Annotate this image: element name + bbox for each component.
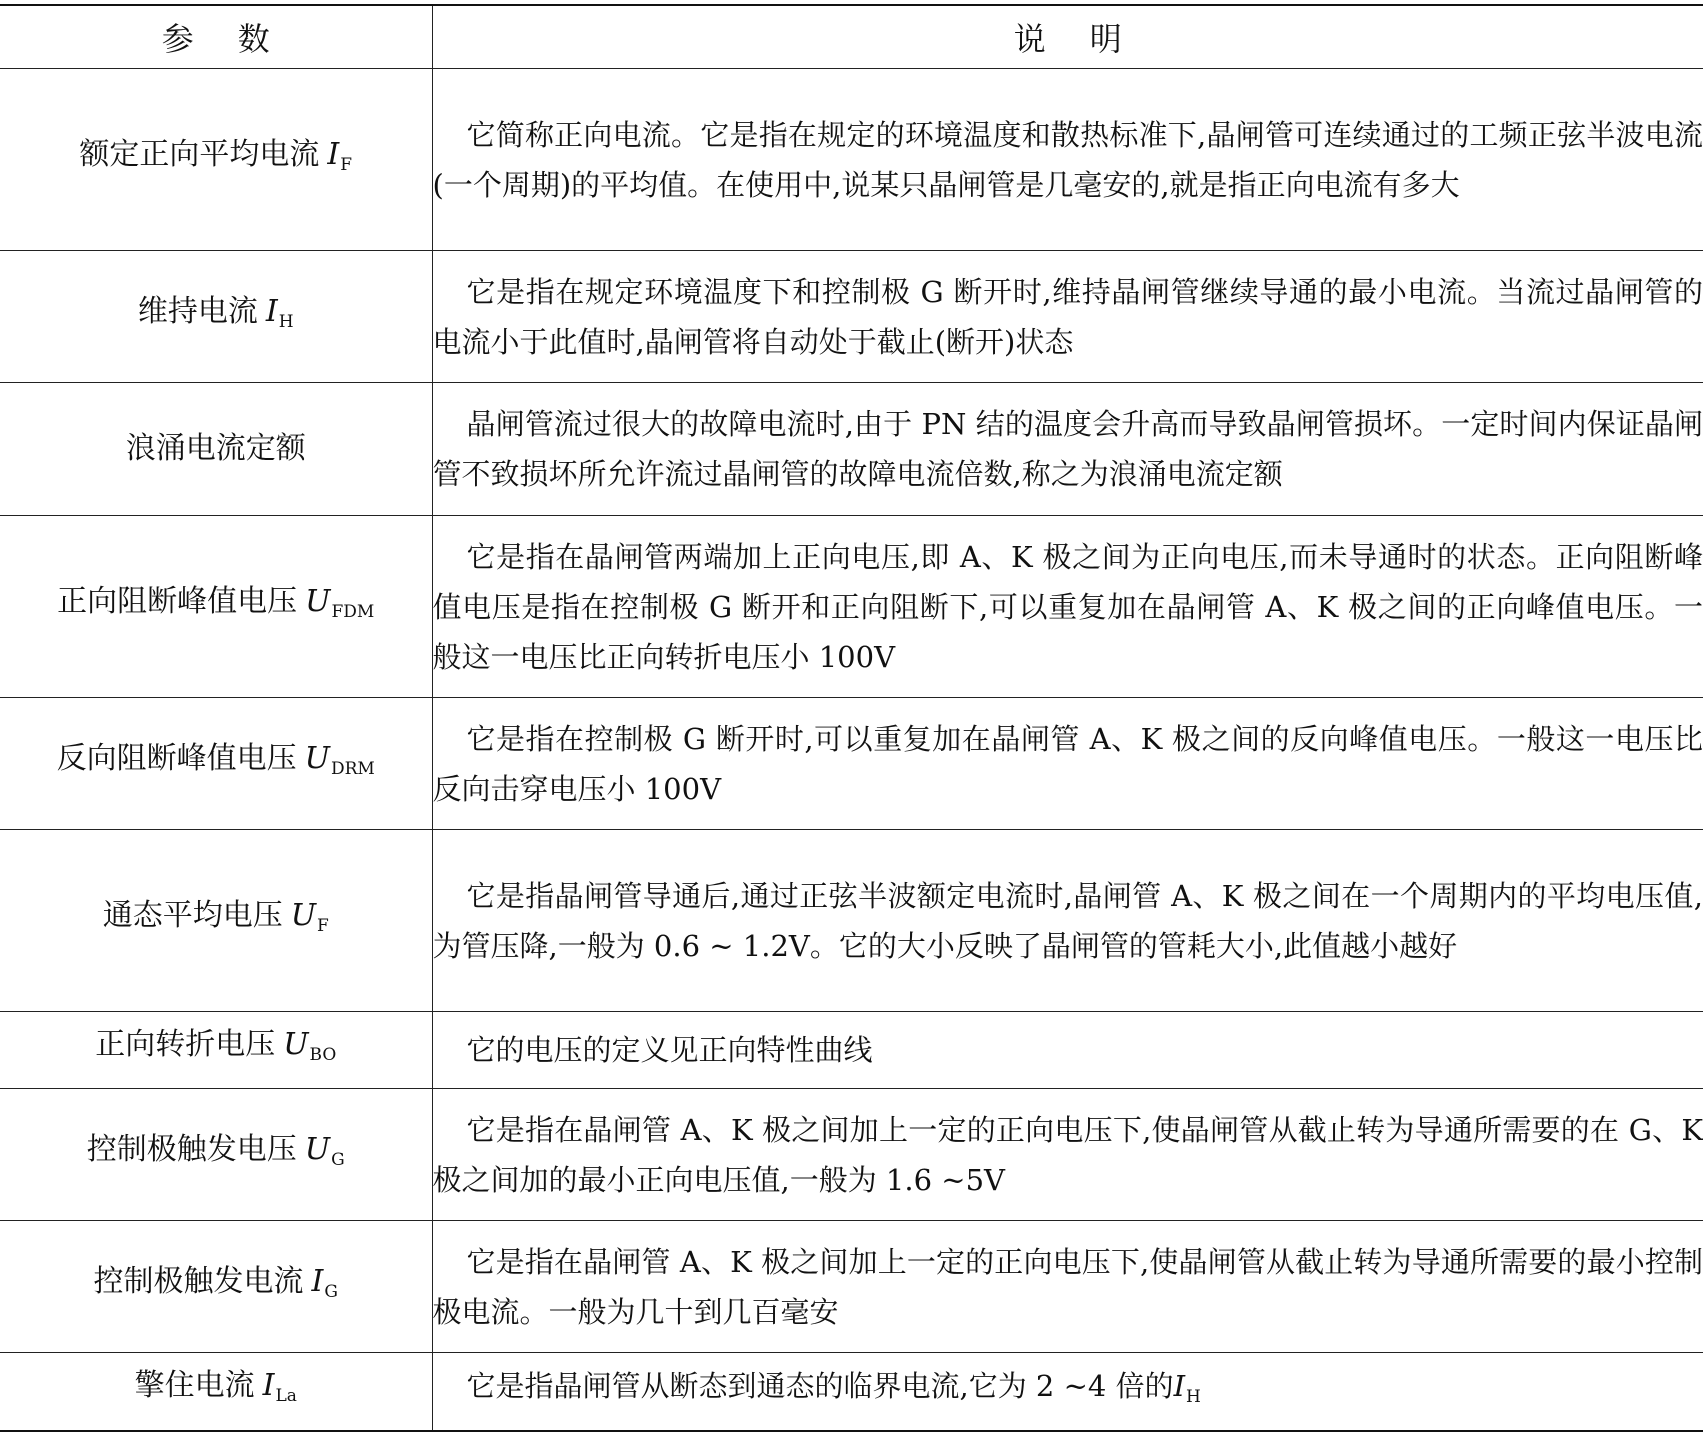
param-desc: 晶闸管流过很大的故障电流时,由于 PN 结的温度会升高而导致晶闸管损坏。一定时间内保证晶闸管不致损坏所允许流过晶闸管的故障电流倍数,称之为浪涌电流定额 [432, 383, 1703, 516]
param-name: 控制极触发电流 $I_G$ [0, 1221, 432, 1353]
table-row [0, 1089, 1703, 1221]
table-row [0, 1012, 1703, 1089]
table-header-row [0, 5, 1703, 69]
param-name: 通态平均电压 $U_F$ [0, 830, 432, 1012]
param-desc: 它是指在晶闸管 A、K 极之间加上一定的正向电压下,使晶闸管从截止转为导通所需要的最小控制极电流。一般为几十到几百毫安 [432, 1221, 1703, 1353]
param-name: 浪涌电流定额 [0, 383, 432, 516]
table-row [0, 383, 1703, 516]
param-name: 额定正向平均电流 $I_F$ [0, 69, 432, 251]
table-row [0, 1221, 1703, 1353]
table-row [0, 516, 1703, 698]
table-row [0, 69, 1703, 251]
table-row [0, 698, 1703, 830]
param-name: 正向转折电压 $U_{BO}$ [0, 1012, 432, 1089]
param-desc: 它简称正向电流。它是指在规定的环境温度和散热标准下,晶闸管可连续通过的工频正弦半波电流(一个周期)的平均值。在使用中,说某只晶闸管是几毫安的,就是指正向电流有多大 [432, 69, 1703, 251]
param-desc: 它的电压的定义见正向特性曲线 [432, 1012, 1703, 1089]
param-desc: 它是指在晶闸管 A、K 极之间加上一定的正向电压下,使晶闸管从截止转为导通所需要的在 G、K 极之间加的最小正向电压值,一般为 1.6 ~5V [432, 1089, 1703, 1221]
table-row [0, 251, 1703, 383]
header-desc: 说明 [432, 5, 1703, 69]
param-name: 反向阻断峰值电压 $U_{DRM}$ [0, 698, 432, 830]
param-desc: 它是指晶闸管导通后,通过正弦半波额定电流时,晶闸管 A、K 极之间在一个周期内的平均电压值,为管压降,一般为 0.6 ~ 1.2V。它的大小反映了晶闸管的管耗大小,此值越小越好 [432, 830, 1703, 1012]
param-desc: 它是指在晶闸管两端加上正向电压,即 A、K 极之间为正向电压,而未导通时的状态。正向阻断峰值电压是指在控制极 G 断开和正向阻断下,可以重复加在晶闸管 A、K 极之间的正向峰值电压。一般这一电压比正向转折电压小 100V [432, 516, 1703, 698]
param-name: 维持电流 $I_H$ [0, 251, 432, 383]
param-name: 正向阻断峰值电压 $U_{FDM}$ [0, 516, 432, 698]
param-desc: 它是指在规定环境温度下和控制极 G 断开时,维持晶闸管继续导通的最小电流。当流过晶闸管的电流小于此值时,晶闸管将自动处于截止(断开)状态 [432, 251, 1703, 383]
table-row [0, 1353, 1703, 1431]
param-name: 擎住电流 $I_{La}$ [0, 1353, 432, 1431]
header-param: 参数 [0, 5, 432, 69]
table-row [0, 830, 1703, 1012]
param-desc: 它是指在控制极 G 断开时,可以重复加在晶闸管 A、K 极之间的反向峰值电压。一般这一电压比反向击穿电压小 100V [432, 698, 1703, 830]
param-name: 控制极触发电压 $U_G$ [0, 1089, 432, 1221]
parameter-table [0, 4, 1703, 1432]
param-desc: 它是指晶闸管从断态到通态的临界电流,它为 2 ~4 倍的$I_H$ [432, 1353, 1703, 1431]
